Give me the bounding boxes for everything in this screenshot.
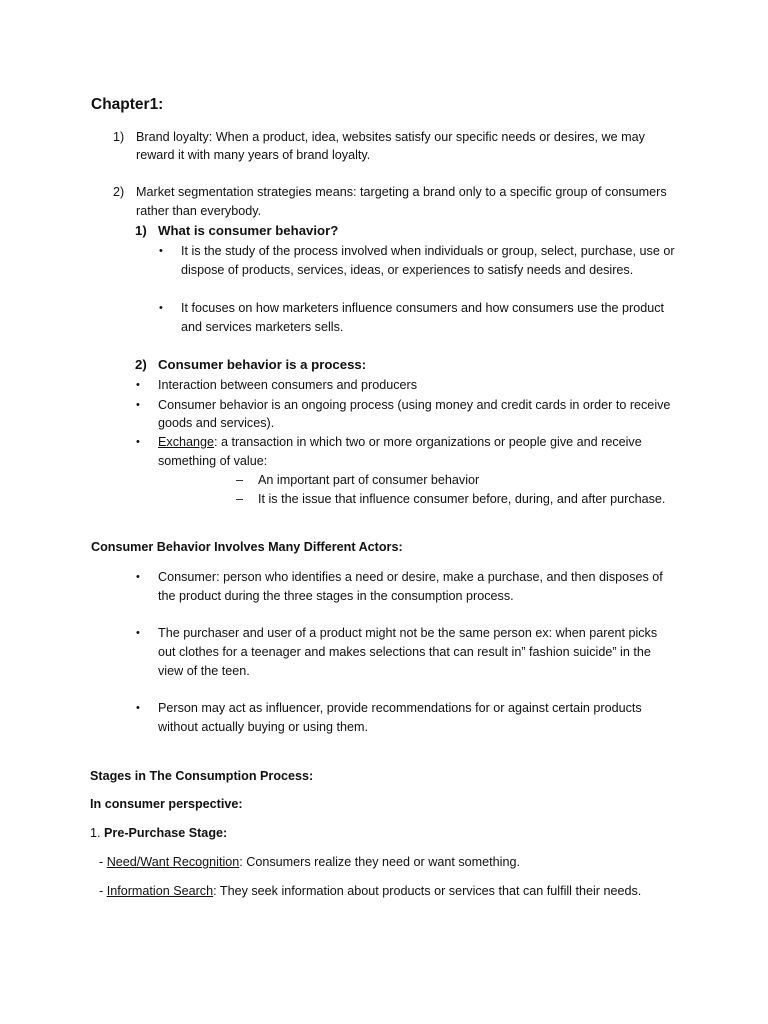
bullet-line: dispose of products, services, ideas, or experiences to satisfy needs and desires. bbox=[181, 263, 634, 277]
stage-label: Pre-Purchase Stage: bbox=[104, 826, 228, 840]
bullet-icon: • bbox=[136, 627, 140, 639]
bullet-line: It is the study of the process involved when individuals or group, select, purchase, use or bbox=[181, 244, 675, 258]
bullet-line: the product during the three stages in the consumption process. bbox=[158, 589, 514, 603]
dash-line: An important part of consumer behavior bbox=[258, 473, 480, 487]
bullet-line: and services marketers sells. bbox=[181, 320, 344, 334]
subsection-number: 2) bbox=[135, 357, 147, 372]
bullet-icon: • bbox=[159, 245, 163, 257]
hyphen-icon: - bbox=[99, 855, 104, 869]
bullet-line: Person may act as influencer, provide recommendations for or against certain products bbox=[158, 701, 642, 715]
stage-item bbox=[99, 853, 520, 872]
section-heading: Consumer Behavior Involves Many Different Actors: bbox=[91, 540, 403, 554]
hyphen-icon: - bbox=[99, 884, 104, 898]
dash-line: It is the issue that influence consumer before, during, and after purchase. bbox=[258, 492, 666, 506]
perspective-heading: In consumer perspective: bbox=[90, 797, 243, 811]
bullet-line: something of value: bbox=[158, 454, 268, 468]
bullet-line: Consumer: person who identifies a need or desire, make a purchase, and then disposes of bbox=[158, 570, 663, 584]
bullet-line: without actually buying or using them. bbox=[158, 720, 369, 734]
stage-item-text: : Consumers realize they need or want something. bbox=[239, 855, 520, 869]
bullet-icon: • bbox=[159, 302, 163, 314]
paragraph-line: Market segmentation strategies means: targeting a brand only to a specific group of consumers bbox=[136, 185, 667, 199]
bullet-line: Interaction between consumers and producers bbox=[158, 378, 418, 392]
section-heading: Stages in The Consumption Process: bbox=[90, 769, 314, 783]
stage-item-text: : They seek information about products or services that can fulfill their needs. bbox=[213, 884, 642, 898]
bullet-text: : a transaction in which two or more organizations or people give and receive bbox=[214, 435, 642, 449]
dash-icon: – bbox=[236, 492, 244, 506]
underlined-term: Exchange bbox=[158, 435, 215, 449]
bullet-line: goods and services). bbox=[158, 416, 275, 430]
chapter-title: Chapter1: bbox=[91, 96, 164, 113]
bullet-icon: • bbox=[136, 571, 140, 583]
list-number: 2) bbox=[113, 185, 125, 199]
stage-number: 1. bbox=[90, 826, 101, 840]
subsection-heading: Consumer behavior is a process: bbox=[158, 357, 367, 372]
bullet-icon: • bbox=[136, 702, 140, 714]
subsection-heading: What is consumer behavior? bbox=[158, 223, 339, 238]
bullet-line: Consumer behavior is an ongoing process (using money and credit cards in order to receive bbox=[158, 398, 671, 412]
bullet-icon: • bbox=[136, 379, 140, 391]
dash-icon: – bbox=[236, 473, 244, 487]
underlined-term: Information Search bbox=[106, 884, 214, 898]
bullet-line: out clothes for a teenager and makes selections that can result in” fashion suicide” in the bbox=[158, 645, 651, 659]
bullet-line: view of the teen. bbox=[158, 664, 250, 678]
paragraph-line: rather than everybody. bbox=[136, 204, 262, 218]
stage-heading bbox=[90, 824, 227, 843]
list-number: 1) bbox=[113, 130, 125, 144]
paragraph-line: reward it with many years of brand loyalty. bbox=[136, 148, 371, 162]
stage-item bbox=[99, 882, 641, 901]
subsection-number: 1) bbox=[135, 223, 147, 238]
bullet-line bbox=[158, 433, 642, 452]
bullet-line: It focuses on how marketers influence consumers and how consumers use the product bbox=[181, 301, 665, 315]
bullet-line: The purchaser and user of a product might not be the same person ex: when parent picks bbox=[158, 626, 658, 640]
paragraph-line: Brand loyalty: When a product, idea, websites satisfy our specific needs or desires, we may bbox=[136, 130, 645, 144]
bullet-icon: • bbox=[136, 436, 140, 448]
underlined-term: Need/Want Recognition bbox=[106, 855, 240, 869]
bullet-icon: • bbox=[136, 399, 140, 411]
